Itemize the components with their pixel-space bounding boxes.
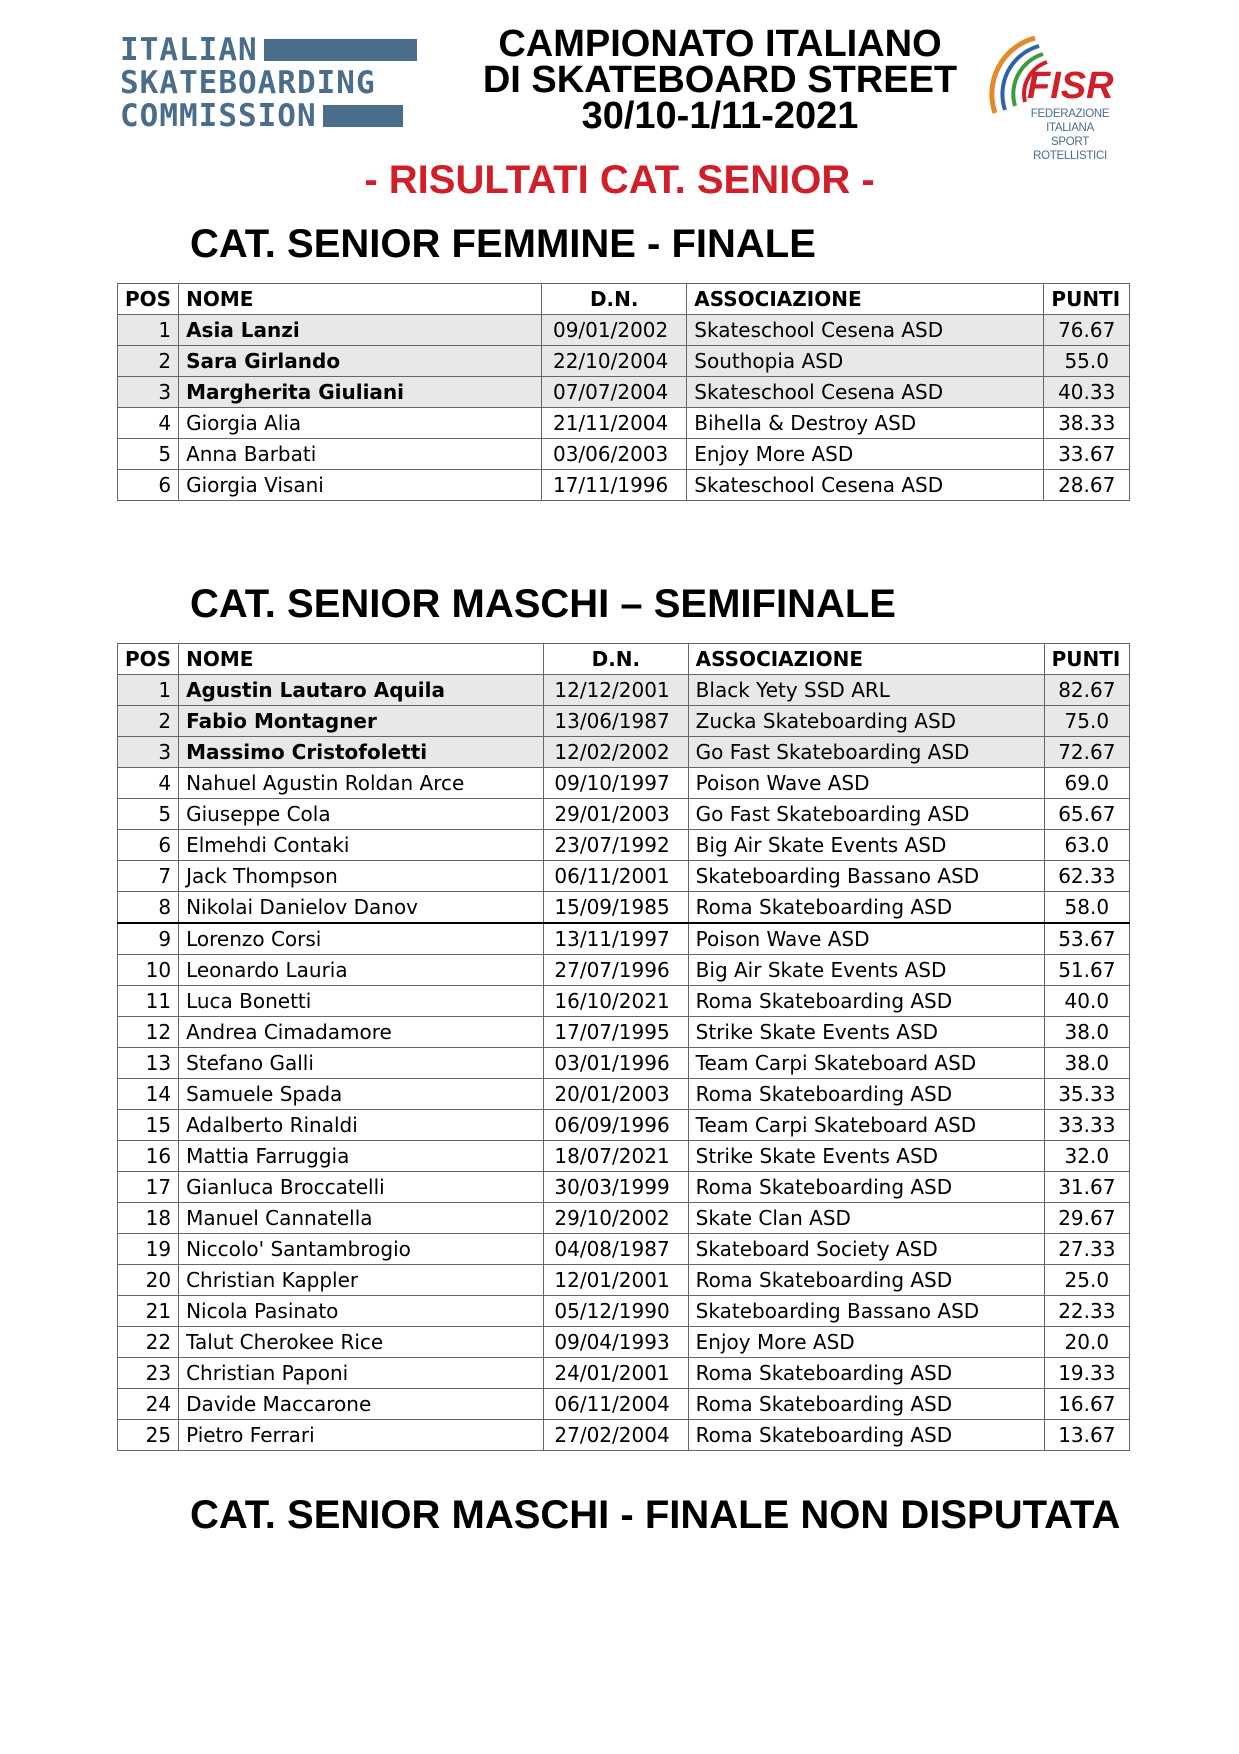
cell-punti: 25.0 bbox=[1044, 1265, 1129, 1296]
table-row bbox=[118, 1048, 1130, 1079]
fisr-subtitle-line: SPORT ROTELLISTICI bbox=[1033, 136, 1107, 162]
cell-dn: 17/11/1996 bbox=[542, 470, 687, 501]
cell-associazione: Roma Skateboarding ASD bbox=[688, 1389, 1044, 1420]
cell-punti: 38.33 bbox=[1044, 408, 1130, 439]
cell-pos: 2 bbox=[118, 346, 179, 377]
cell-associazione: Roma Skateboarding ASD bbox=[688, 1172, 1044, 1203]
cell-dn: 09/10/1997 bbox=[544, 768, 689, 799]
cell-dn: 12/02/2002 bbox=[544, 737, 689, 768]
cell-punti: 76.67 bbox=[1044, 315, 1130, 346]
cell-pos: 3 bbox=[118, 737, 179, 768]
cell-associazione: Enjoy More ASD bbox=[687, 439, 1044, 470]
cell-punti: 35.33 bbox=[1044, 1079, 1129, 1110]
section-title-maschi-semifinale: CAT. SENIOR MASCHI – SEMIFINALE bbox=[190, 582, 896, 626]
table-row bbox=[118, 1234, 1130, 1265]
cell-punti: 51.67 bbox=[1044, 955, 1129, 986]
fisr-logo-text: FISR bbox=[1027, 65, 1114, 107]
cell-punti: 55.0 bbox=[1044, 346, 1130, 377]
cell-dn: 12/01/2001 bbox=[544, 1265, 689, 1296]
cell-pos: 20 bbox=[118, 1265, 179, 1296]
cell-nome: Elmehdi Contaki bbox=[179, 830, 544, 861]
cell-nome: Manuel Cannatella bbox=[179, 1203, 544, 1234]
cell-pos: 5 bbox=[118, 439, 179, 470]
cell-associazione: Black Yety SSD ARL bbox=[688, 675, 1044, 706]
cell-associazione: Big Air Skate Events ASD bbox=[688, 830, 1044, 861]
cell-nome: Luca Bonetti bbox=[179, 986, 544, 1017]
cell-dn: 06/09/1996 bbox=[544, 1110, 689, 1141]
cell-punti: 38.0 bbox=[1044, 1048, 1129, 1079]
cell-associazione: Skateschool Cesena ASD bbox=[687, 315, 1044, 346]
cell-punti: 19.33 bbox=[1044, 1358, 1129, 1389]
fisr-subtitle bbox=[1015, 107, 1125, 163]
cell-pos: 21 bbox=[118, 1296, 179, 1327]
table-row bbox=[118, 675, 1130, 706]
cell-associazione: Skateboarding Bassano ASD bbox=[688, 1296, 1044, 1327]
cell-punti: 20.0 bbox=[1044, 1327, 1129, 1358]
column-header-dn: D.N. bbox=[544, 644, 689, 675]
cell-dn: 22/10/2004 bbox=[542, 346, 687, 377]
cell-dn: 12/12/2001 bbox=[544, 675, 689, 706]
cell-dn: 13/11/1997 bbox=[544, 923, 689, 955]
event-title bbox=[455, 23, 985, 137]
cell-dn: 17/07/1995 bbox=[544, 1017, 689, 1048]
cell-pos: 12 bbox=[118, 1017, 179, 1048]
table-row bbox=[118, 768, 1130, 799]
cell-associazione: Go Fast Skateboarding ASD bbox=[688, 737, 1044, 768]
cell-nome: Giuseppe Cola bbox=[179, 799, 544, 830]
cell-pos: 24 bbox=[118, 1389, 179, 1420]
cell-punti: 72.67 bbox=[1044, 737, 1129, 768]
table-row bbox=[118, 1172, 1130, 1203]
cell-dn: 20/01/2003 bbox=[544, 1079, 689, 1110]
cell-nome: Stefano Galli bbox=[179, 1048, 544, 1079]
cell-punti: 40.0 bbox=[1044, 986, 1129, 1017]
isc-logo-bar bbox=[264, 39, 417, 61]
cell-pos: 6 bbox=[118, 470, 179, 501]
cell-pos: 7 bbox=[118, 861, 179, 892]
cell-pos: 1 bbox=[118, 675, 179, 706]
cell-punti: 33.33 bbox=[1044, 1110, 1129, 1141]
table-row bbox=[118, 1110, 1130, 1141]
cell-pos: 5 bbox=[118, 799, 179, 830]
cell-nome: Nahuel Agustin Roldan Arce bbox=[179, 768, 544, 799]
cell-associazione: Strike Skate Events ASD bbox=[688, 1017, 1044, 1048]
cell-nome: Margherita Giuliani bbox=[179, 377, 542, 408]
isc-logo-line bbox=[120, 100, 403, 132]
cell-nome: Giorgia Alia bbox=[179, 408, 542, 439]
cell-dn: 16/10/2021 bbox=[544, 986, 689, 1017]
cell-nome: Davide Maccarone bbox=[179, 1389, 544, 1420]
cell-associazione: Team Carpi Skateboard ASD bbox=[688, 1110, 1044, 1141]
cell-dn: 06/11/2001 bbox=[544, 861, 689, 892]
column-header-punti: PUNTI bbox=[1044, 284, 1130, 315]
cell-pos: 10 bbox=[118, 955, 179, 986]
cell-punti: 40.33 bbox=[1044, 377, 1130, 408]
cell-associazione: Roma Skateboarding ASD bbox=[688, 892, 1044, 924]
column-header-nome: NOME bbox=[179, 284, 542, 315]
cell-punti: 38.0 bbox=[1044, 1017, 1129, 1048]
fisr-subtitle-line: FEDERAZIONE ITALIANA bbox=[1030, 108, 1110, 134]
cell-nome: Samuele Spada bbox=[179, 1079, 544, 1110]
cell-dn: 27/02/2004 bbox=[544, 1420, 689, 1451]
cell-nome: Anna Barbati bbox=[179, 439, 542, 470]
table-row bbox=[118, 799, 1130, 830]
cell-associazione: Roma Skateboarding ASD bbox=[688, 1265, 1044, 1296]
cell-associazione: Skate Clan ASD bbox=[688, 1203, 1044, 1234]
cell-punti: 28.67 bbox=[1044, 470, 1130, 501]
cell-nome: Adalberto Rinaldi bbox=[179, 1110, 544, 1141]
cell-dn: 21/11/2004 bbox=[542, 408, 687, 439]
cell-associazione: Roma Skateboarding ASD bbox=[688, 1420, 1044, 1451]
cell-punti: 16.67 bbox=[1044, 1389, 1129, 1420]
cell-punti: 32.0 bbox=[1044, 1141, 1129, 1172]
table-row bbox=[118, 986, 1130, 1017]
column-header-associazione: ASSOCIAZIONE bbox=[688, 644, 1044, 675]
cell-associazione: Team Carpi Skateboard ASD bbox=[688, 1048, 1044, 1079]
cell-dn: 18/07/2021 bbox=[544, 1141, 689, 1172]
cell-punti: 33.67 bbox=[1044, 439, 1130, 470]
cell-pos: 4 bbox=[118, 408, 179, 439]
cell-dn: 03/01/1996 bbox=[544, 1048, 689, 1079]
table-row bbox=[118, 1389, 1130, 1420]
cell-dn: 06/11/2004 bbox=[544, 1389, 689, 1420]
table-row bbox=[118, 1327, 1130, 1358]
cell-punti: 65.67 bbox=[1044, 799, 1129, 830]
cell-nome: Jack Thompson bbox=[179, 861, 544, 892]
event-title-line: DI SKATEBOARD STREET bbox=[482, 59, 958, 101]
cell-punti: 27.33 bbox=[1044, 1234, 1129, 1265]
cell-associazione: Strike Skate Events ASD bbox=[688, 1141, 1044, 1172]
cell-nome: Asia Lanzi bbox=[179, 315, 542, 346]
cell-pos: 8 bbox=[118, 892, 179, 924]
cell-dn: 23/07/1992 bbox=[544, 830, 689, 861]
table-row bbox=[118, 1203, 1130, 1234]
column-header-pos: POS bbox=[118, 284, 179, 315]
isc-logo-line bbox=[120, 34, 417, 66]
cell-dn: 29/10/2002 bbox=[544, 1203, 689, 1234]
table-row bbox=[118, 346, 1130, 377]
cell-associazione: Skateschool Cesena ASD bbox=[687, 377, 1044, 408]
cell-dn: 13/06/1987 bbox=[544, 706, 689, 737]
cell-dn: 03/06/2003 bbox=[542, 439, 687, 470]
table-row bbox=[118, 737, 1130, 768]
table-row bbox=[118, 1358, 1130, 1389]
cell-nome: Gianluca Broccatelli bbox=[179, 1172, 544, 1203]
table-row bbox=[118, 1296, 1130, 1327]
cell-punti: 13.67 bbox=[1044, 1420, 1129, 1451]
cell-nome: Nikolai Danielov Danov bbox=[179, 892, 544, 924]
column-header-pos: POS bbox=[118, 644, 179, 675]
cell-pos: 17 bbox=[118, 1172, 179, 1203]
cell-nome: Nicola Pasinato bbox=[179, 1296, 544, 1327]
cell-dn: 30/03/1999 bbox=[544, 1172, 689, 1203]
section-title-femmine-finale: CAT. SENIOR FEMMINE - FINALE bbox=[190, 222, 816, 266]
cell-punti: 29.67 bbox=[1044, 1203, 1129, 1234]
table-row bbox=[118, 315, 1130, 346]
section-title-maschi-finale: CAT. SENIOR MASCHI - FINALE NON DISPUTATA bbox=[190, 1493, 1121, 1537]
event-title-line: CAMPIONATO ITALIANO bbox=[498, 23, 942, 65]
cell-associazione: Skateboard Society ASD bbox=[688, 1234, 1044, 1265]
table-row bbox=[118, 470, 1130, 501]
cell-pos: 15 bbox=[118, 1110, 179, 1141]
results-title: - RISULTATI CAT. SENIOR - bbox=[364, 158, 875, 202]
cell-punti: 53.67 bbox=[1044, 923, 1129, 955]
cell-punti: 22.33 bbox=[1044, 1296, 1129, 1327]
cell-dn: 04/08/1987 bbox=[544, 1234, 689, 1265]
cell-dn: 09/01/2002 bbox=[542, 315, 687, 346]
cell-dn: 15/09/1985 bbox=[544, 892, 689, 924]
column-header-dn: D.N. bbox=[542, 284, 687, 315]
cell-punti: 31.67 bbox=[1044, 1172, 1129, 1203]
cell-pos: 25 bbox=[118, 1420, 179, 1451]
cell-dn: 24/01/2001 bbox=[544, 1358, 689, 1389]
cell-nome: Andrea Cimadamore bbox=[179, 1017, 544, 1048]
cell-nome: Giorgia Visani bbox=[179, 470, 542, 501]
table-row bbox=[118, 439, 1130, 470]
cell-nome: Fabio Montagner bbox=[179, 706, 544, 737]
results-table-femmine bbox=[117, 283, 1130, 501]
cell-punti: 63.0 bbox=[1044, 830, 1129, 861]
cell-nome: Mattia Farruggia bbox=[179, 1141, 544, 1172]
table-row bbox=[118, 892, 1130, 924]
table-row bbox=[118, 923, 1130, 955]
table-row bbox=[118, 1017, 1130, 1048]
cell-pos: 1 bbox=[118, 315, 179, 346]
table-row bbox=[118, 408, 1130, 439]
cell-nome: Talut Cherokee Rice bbox=[179, 1327, 544, 1358]
cell-pos: 4 bbox=[118, 768, 179, 799]
cell-associazione: Roma Skateboarding ASD bbox=[688, 1079, 1044, 1110]
column-header-nome: NOME bbox=[179, 644, 544, 675]
table-header-row bbox=[118, 284, 1130, 315]
table-row bbox=[118, 830, 1130, 861]
cell-pos: 22 bbox=[118, 1327, 179, 1358]
cell-associazione: Poison Wave ASD bbox=[688, 923, 1044, 955]
table-row bbox=[118, 706, 1130, 737]
cell-associazione: Bihella & Destroy ASD bbox=[687, 408, 1044, 439]
cell-pos: 9 bbox=[118, 923, 179, 955]
table-row bbox=[118, 861, 1130, 892]
cell-pos: 11 bbox=[118, 986, 179, 1017]
cell-associazione: Skateboarding Bassano ASD bbox=[688, 861, 1044, 892]
cell-punti: 62.33 bbox=[1044, 861, 1129, 892]
cell-associazione: Southopia ASD bbox=[687, 346, 1044, 377]
isc-logo-word: SKATEBOARDING bbox=[120, 65, 376, 101]
table-row bbox=[118, 1079, 1130, 1110]
isc-logo-word: COMMISSION bbox=[120, 98, 317, 134]
cell-nome: Leonardo Lauria bbox=[179, 955, 544, 986]
cell-pos: 2 bbox=[118, 706, 179, 737]
isc-logo bbox=[120, 34, 465, 134]
table-row bbox=[118, 377, 1130, 408]
cell-pos: 6 bbox=[118, 830, 179, 861]
table-row bbox=[118, 1420, 1130, 1451]
cell-associazione: Big Air Skate Events ASD bbox=[688, 955, 1044, 986]
cell-nome: Christian Kappler bbox=[179, 1265, 544, 1296]
cell-punti: 58.0 bbox=[1044, 892, 1129, 924]
table-row bbox=[118, 1141, 1130, 1172]
cell-nome: Christian Paponi bbox=[179, 1358, 544, 1389]
cell-pos: 19 bbox=[118, 1234, 179, 1265]
cell-pos: 16 bbox=[118, 1141, 179, 1172]
table-header-row bbox=[118, 644, 1130, 675]
cell-dn: 09/04/1993 bbox=[544, 1327, 689, 1358]
cell-dn: 29/01/2003 bbox=[544, 799, 689, 830]
isc-logo-word: ITALIAN bbox=[120, 32, 258, 68]
event-title-line: 30/10-1/11-2021 bbox=[581, 95, 859, 137]
cell-associazione: Roma Skateboarding ASD bbox=[688, 1358, 1044, 1389]
cell-associazione: Go Fast Skateboarding ASD bbox=[688, 799, 1044, 830]
cell-pos: 13 bbox=[118, 1048, 179, 1079]
cell-nome: Pietro Ferrari bbox=[179, 1420, 544, 1451]
cell-nome: Sara Girlando bbox=[179, 346, 542, 377]
cell-associazione: Poison Wave ASD bbox=[688, 768, 1044, 799]
cell-punti: 75.0 bbox=[1044, 706, 1129, 737]
cell-nome: Agustin Lautaro Aquila bbox=[179, 675, 544, 706]
isc-logo-line bbox=[120, 67, 376, 99]
cell-pos: 23 bbox=[118, 1358, 179, 1389]
cell-associazione: Zucka Skateboarding ASD bbox=[688, 706, 1044, 737]
cell-nome: Massimo Cristofoletti bbox=[179, 737, 544, 768]
cell-associazione: Enjoy More ASD bbox=[688, 1327, 1044, 1358]
cell-pos: 18 bbox=[118, 1203, 179, 1234]
column-header-associazione: ASSOCIAZIONE bbox=[687, 284, 1044, 315]
table-row bbox=[118, 955, 1130, 986]
table-row bbox=[118, 1265, 1130, 1296]
cell-dn: 27/07/1996 bbox=[544, 955, 689, 986]
results-table-maschi bbox=[117, 643, 1130, 1451]
cell-punti: 69.0 bbox=[1044, 768, 1129, 799]
cell-associazione: Skateschool Cesena ASD bbox=[687, 470, 1044, 501]
cell-dn: 07/07/2004 bbox=[542, 377, 687, 408]
cell-nome: Niccolo' Santambrogio bbox=[179, 1234, 544, 1265]
column-header-punti: PUNTI bbox=[1044, 644, 1129, 675]
cell-punti: 82.67 bbox=[1044, 675, 1129, 706]
isc-logo-bar bbox=[323, 105, 403, 127]
cell-pos: 14 bbox=[118, 1079, 179, 1110]
cell-associazione: Roma Skateboarding ASD bbox=[688, 986, 1044, 1017]
cell-nome: Lorenzo Corsi bbox=[179, 923, 544, 955]
cell-dn: 05/12/1990 bbox=[544, 1296, 689, 1327]
cell-pos: 3 bbox=[118, 377, 179, 408]
